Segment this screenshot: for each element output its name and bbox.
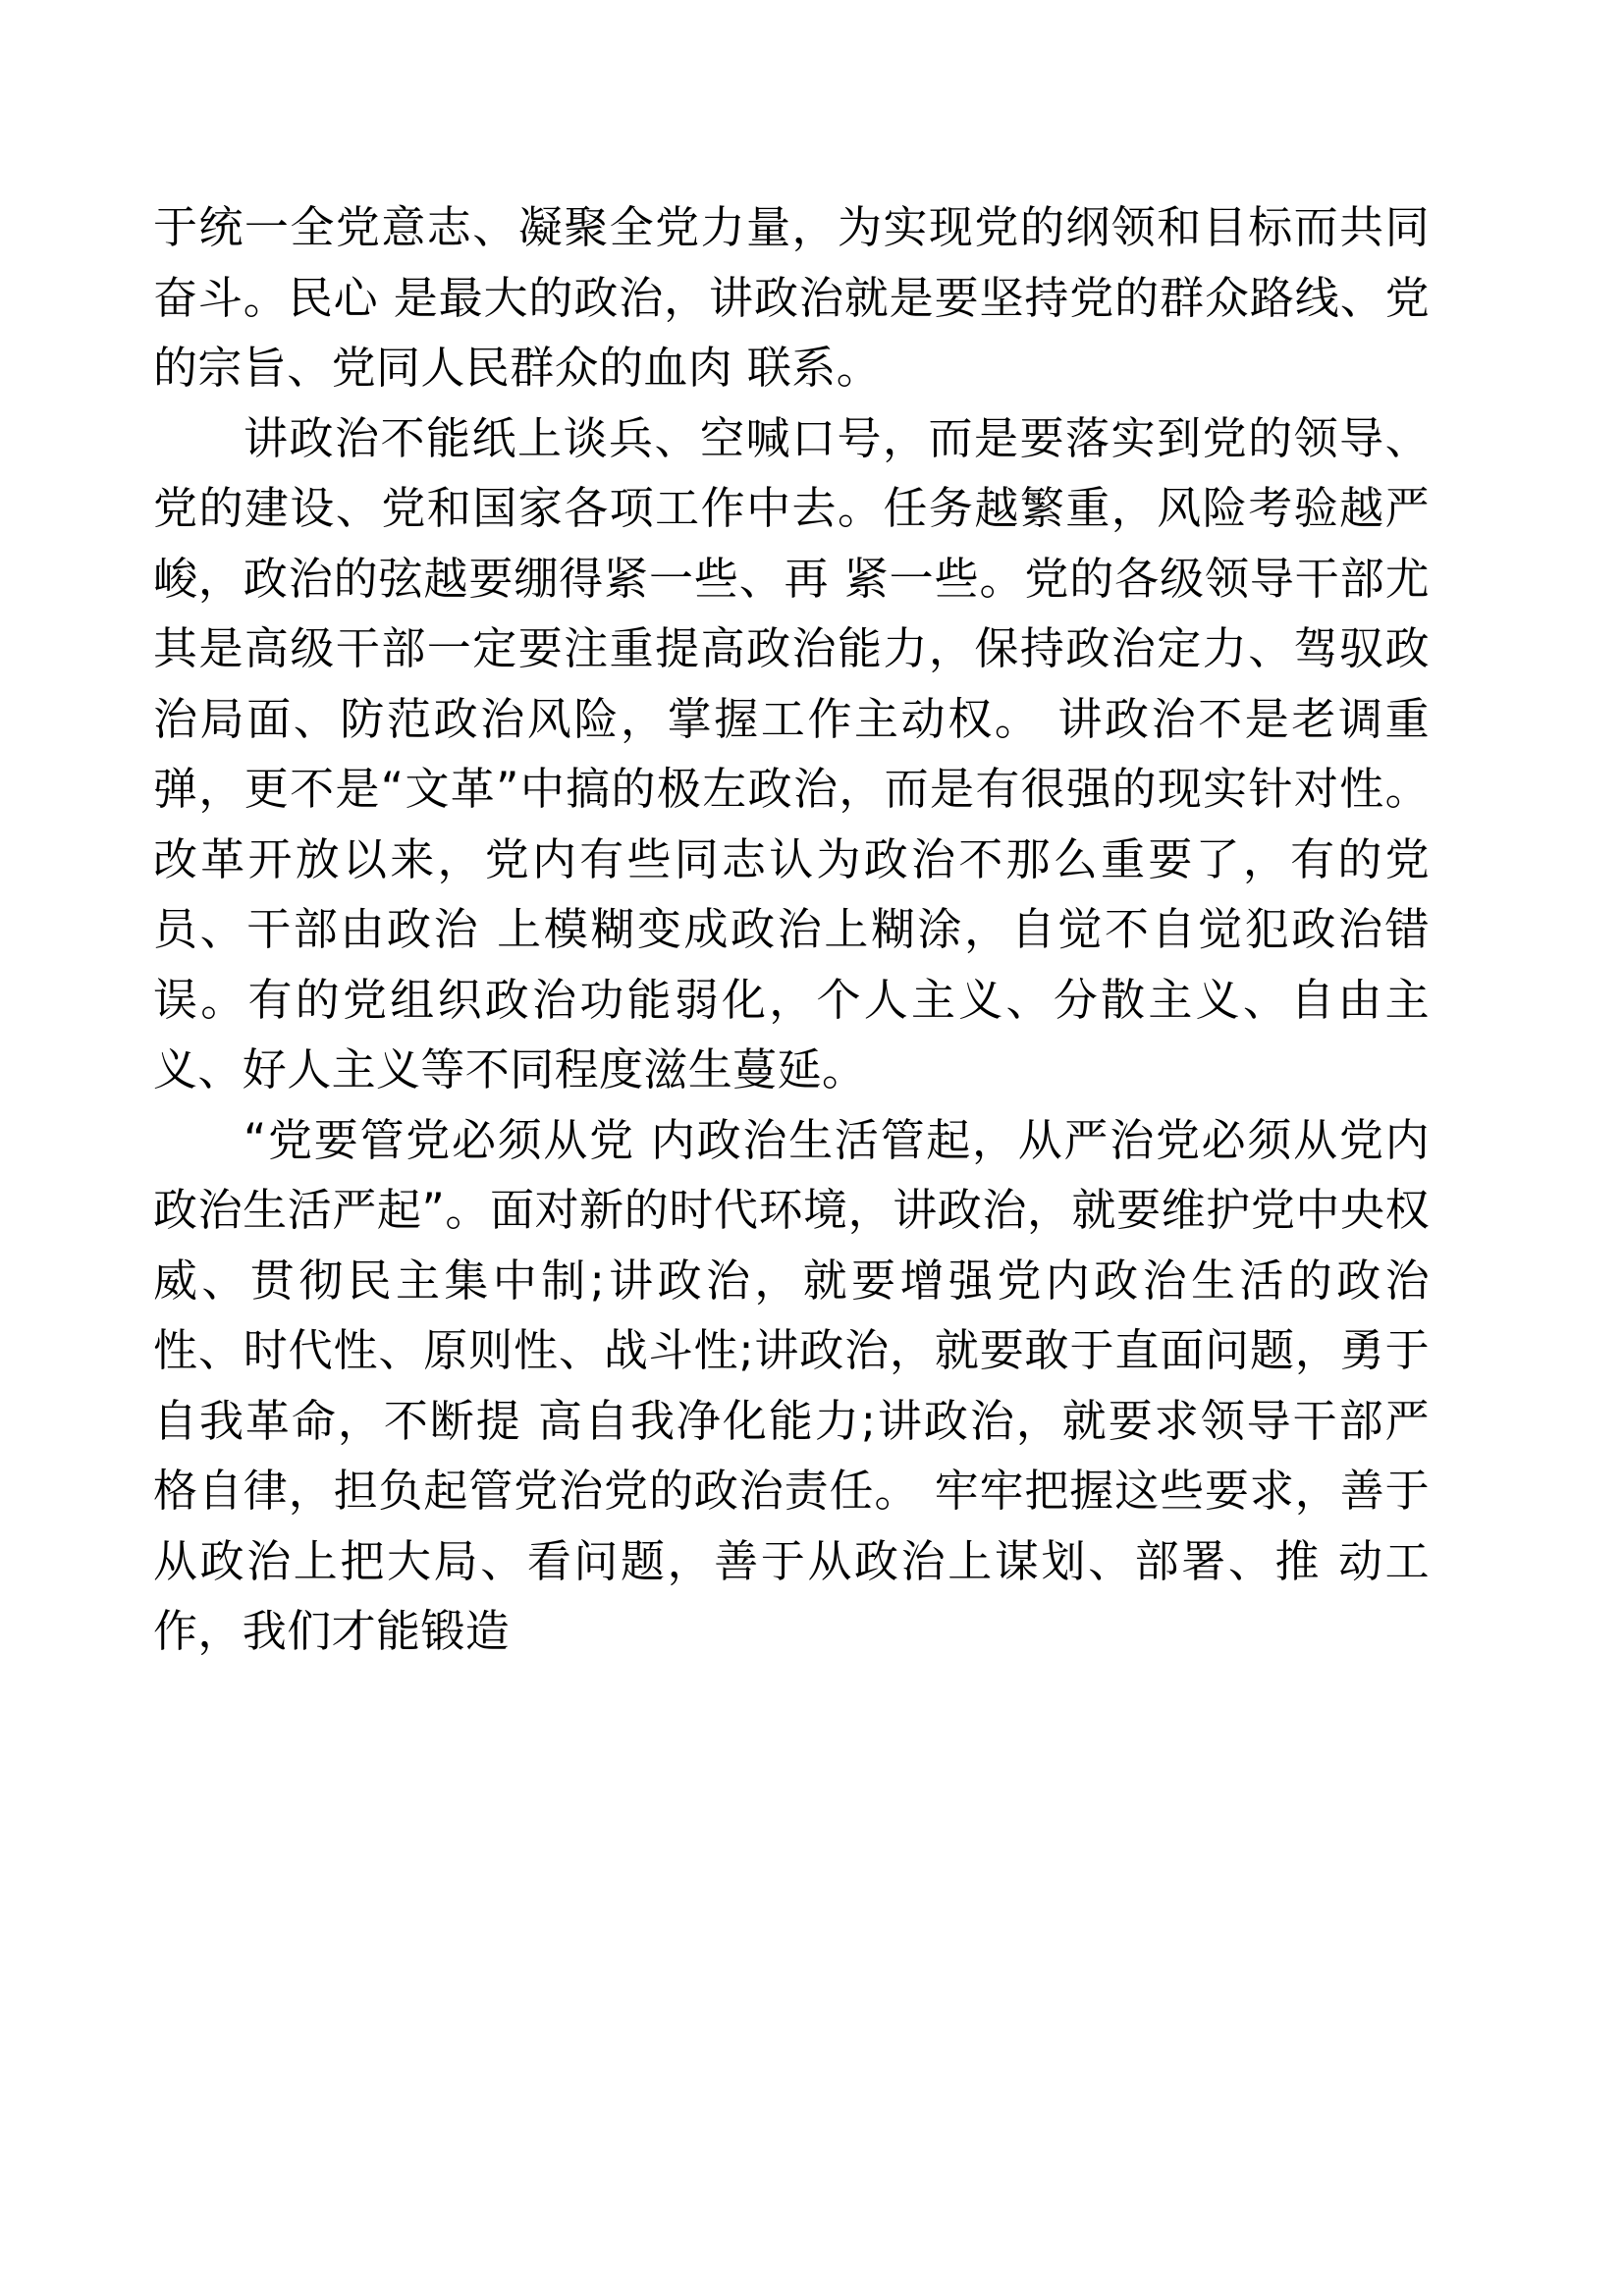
paragraph-continuation: 于统一全党意志、凝聚全党力量，为实现党的纲领和目标而共同奋斗。民心 是最大的政治，讲政治就是要坚持党的群众路线、党的宗旨、党同人民群众的血肉 联系。 <box>153 201 1430 394</box>
paragraph-2: 讲政治不能纸上谈兵、空喊口号，而是要落实到党的领导、党的建设、党和国家各项工作中去。任务越繁重，风险考验越严峻，政治的弦越要绷得紧一些、再 紧一些。党的各级领导干部尤其是高级干部一定要注重提高政治能力，保持政治定力、驾驭政治局面、防范政治风险，掌握工作主动权。 讲政治不是老调重弹，更不是“文革”中搞的极左政治，而是有很强的现实针对性。改革开放以来，党内有些同志认为政治不那么重要了，有的党员、干部由政治 上模糊变成政治上糊涂，自觉不自觉犯政治错误。有的党组织政治功能弱化，个人主义、分散主义、自由主义、好人主义等不同程度滋生蔓延。 <box>153 411 1430 1095</box>
document-text-body <box>153 192 1430 1667</box>
paragraph-3: “党要管党必须从党 内政治生活管起，从严治党必须从党内政治生活严起”。面对新的时代环境，讲政治，就要维护党中央权威、贯彻民主集中制;讲政治，就要增强党内政治生活的政治 性、时代性、原则性、战斗性;讲政治，就要敢于直面问题，勇于自我革命，不断提 高自我净化能力;讲政治，就要求领导干部严格自律，担负起管党治党的政治责任。 牢牢把握这些要求，善于从政治上把大局、看问题，善于从政治上谋划、部署、推 动工作，我们才能锻造 <box>153 1113 1430 1657</box>
